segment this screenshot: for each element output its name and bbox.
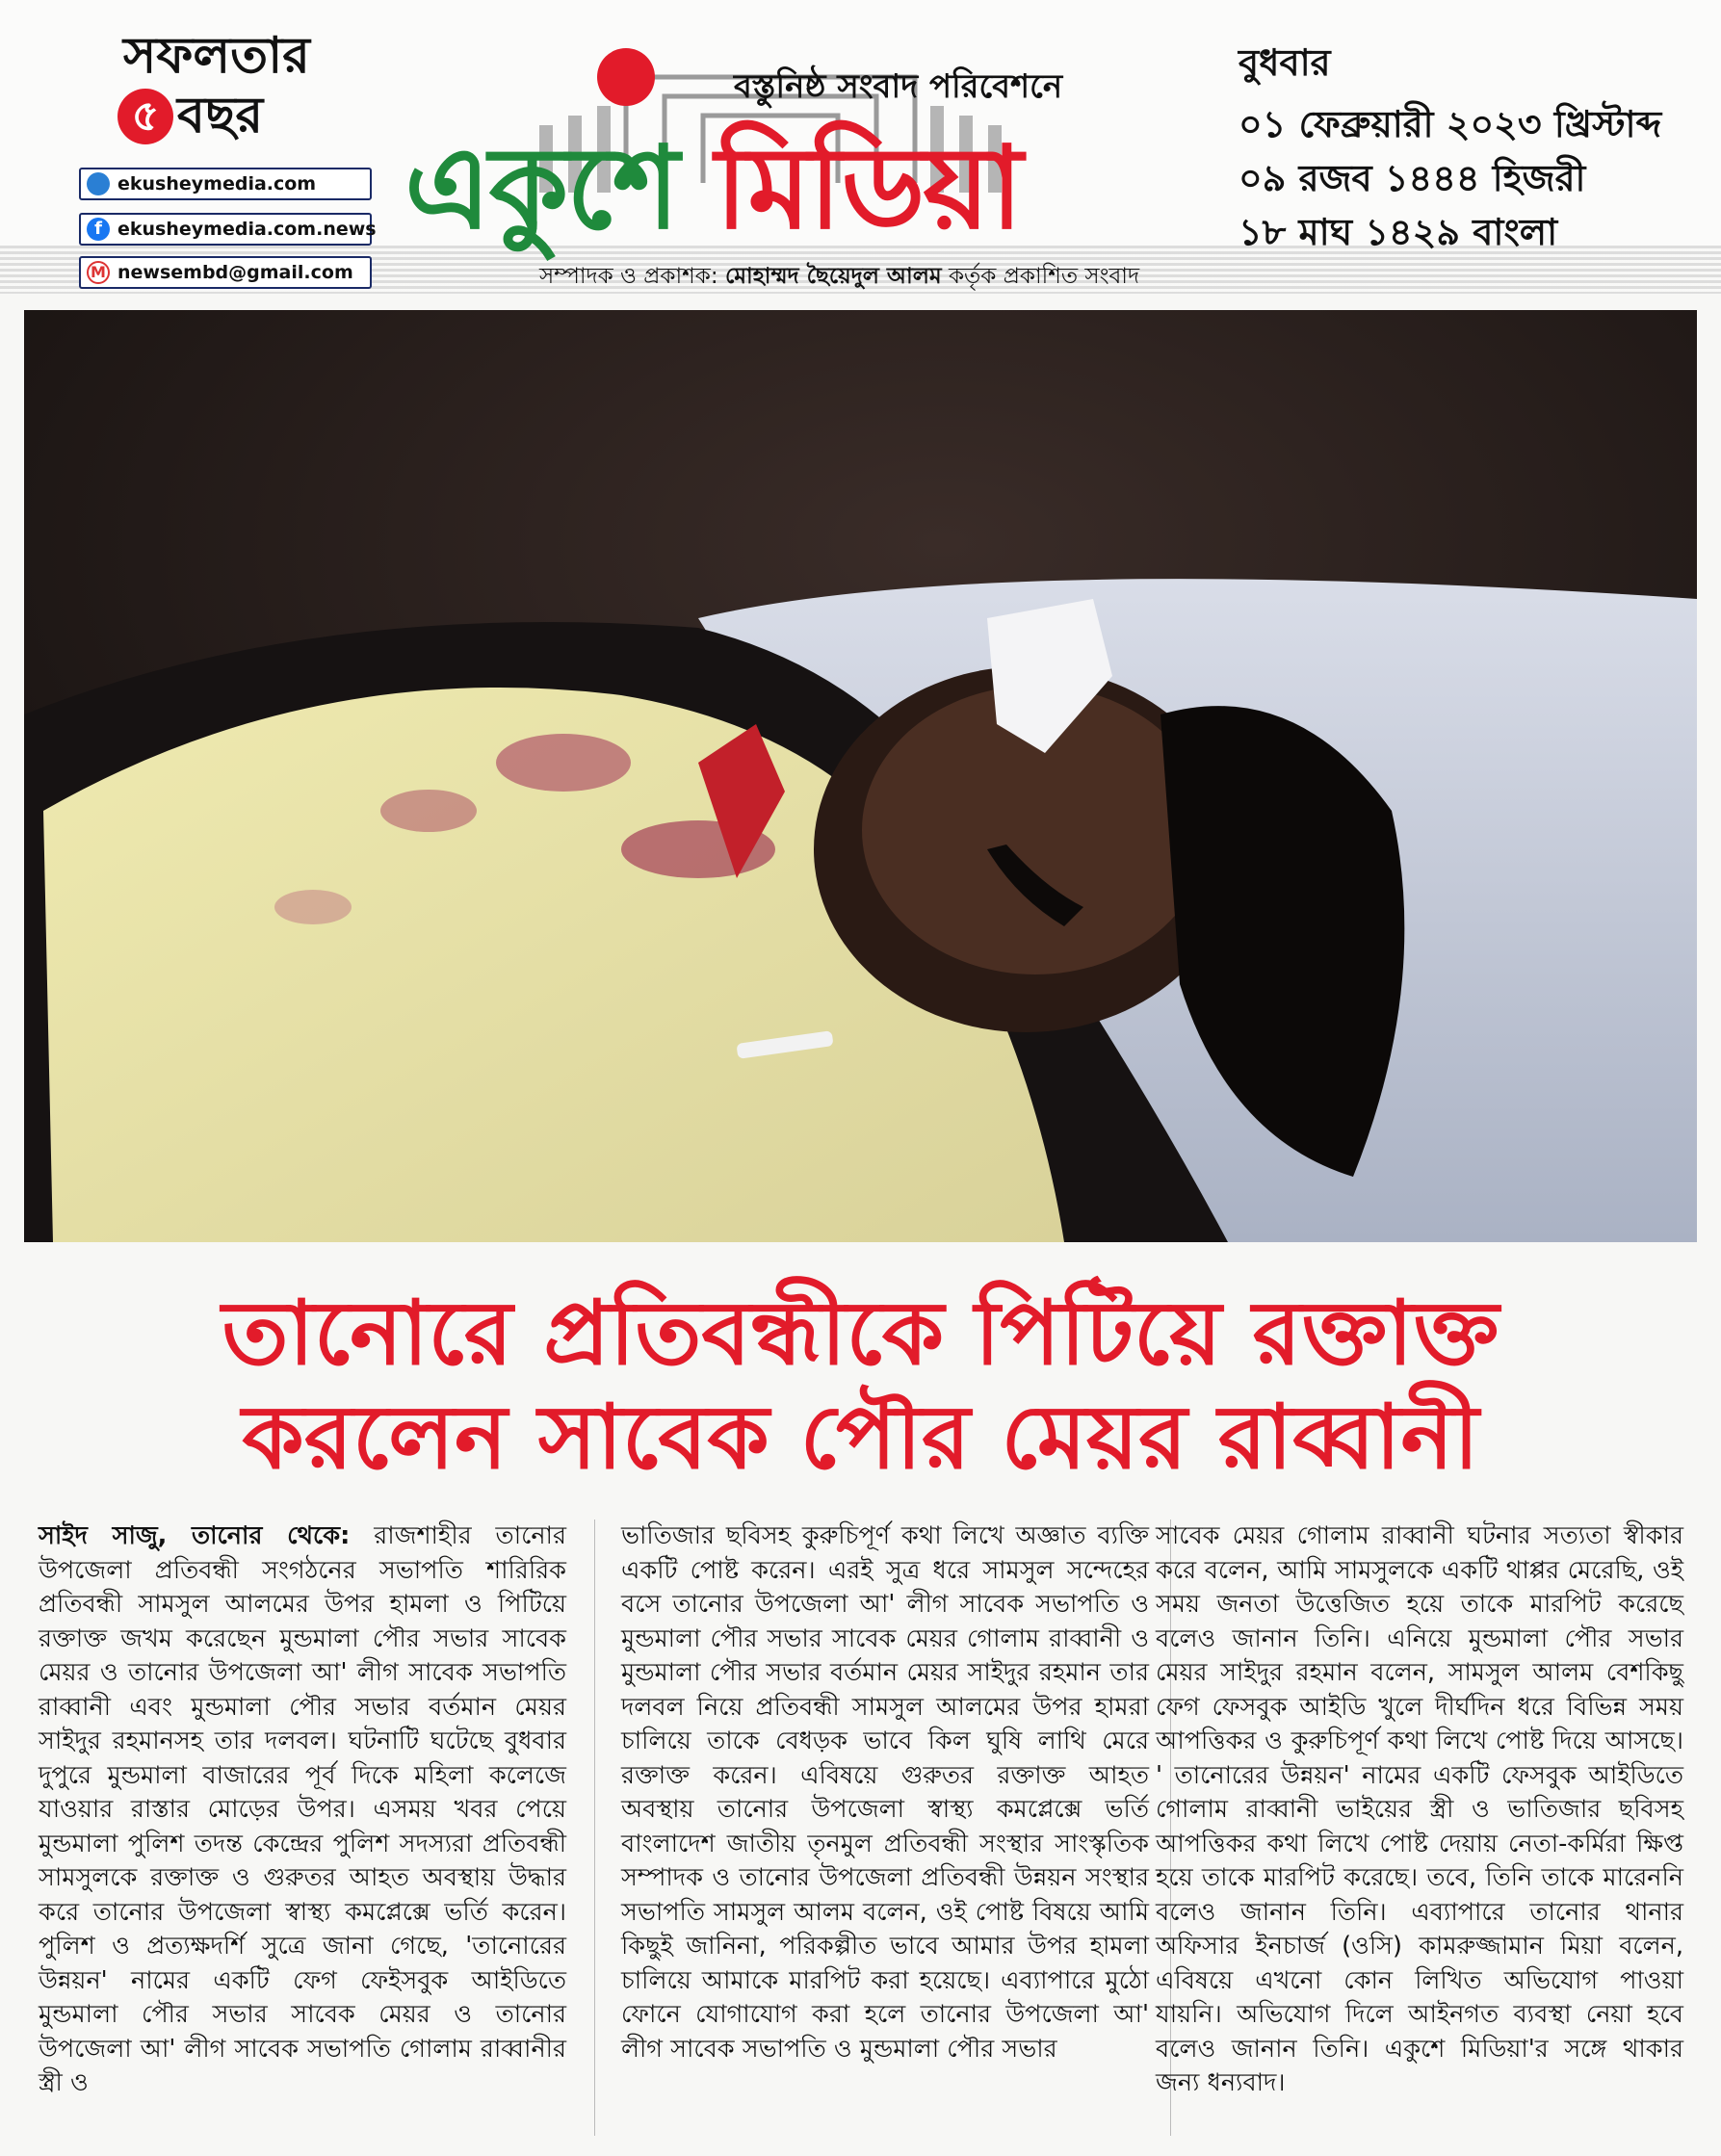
facebook-icon: f bbox=[87, 218, 110, 241]
anniversary-line2: বছর bbox=[177, 87, 264, 144]
publisher-line bbox=[539, 258, 1139, 296]
news-photo bbox=[24, 310, 1697, 1242]
email-link[interactable] bbox=[79, 256, 372, 289]
article-column-1 bbox=[39, 1520, 566, 2101]
website-label: ekusheymedia.com bbox=[117, 173, 317, 195]
publisher-suffix: কর্তৃক প্রকাশিত সংবাদ bbox=[948, 264, 1140, 289]
mail-icon: M bbox=[87, 261, 110, 284]
logo-sun-icon bbox=[597, 48, 655, 106]
publisher-name: মোহাম্মদ ছৈয়েদুল আলম bbox=[724, 264, 942, 289]
globe-icon bbox=[87, 172, 110, 195]
photo-injured-man bbox=[24, 310, 1697, 1242]
logo-part-green: একুশে bbox=[404, 121, 678, 254]
date-hijri: ০৯ রজব ১৪৪৪ হিজরী bbox=[1239, 157, 1586, 199]
anniversary-number-badge: ৫ bbox=[117, 89, 173, 144]
headline-line1: তানোরে প্রতিবন্ধীকে পিটিয়ে রক্তাক্ত bbox=[222, 1282, 1499, 1385]
masthead bbox=[0, 0, 1721, 294]
date-bangla: ১৮ মাঘ ১৪২৯ বাংলা bbox=[1239, 211, 1558, 253]
weekday: বুধবার bbox=[1239, 41, 1331, 84]
article-column-3: সাবেক মেয়র গোলাম রাব্বানী ঘটনার সত্যতা স্বীকার করে বলেন, আমি সামসুলকে একটি থাপ্পর মেরেছি, ওই সময় জনতা উত্তেজিত হয়ে তাকে মারপিট করেছে বলেও জানান তিনি। এনিয়ে মুন্ডমালা পৌর সভার মেয়র সাইদুর রহমান বলেন, সামসুল আলম বেশকিছু ফেগ ফেসবুক আইডি খুলে দীর্ঘদিন ধরে বিভিন্ন সময় আপত্তিকর ও কুরুচিপূর্ণ কথা লিখে পোষ্ট দিয়ে আসছে। ' তানোরের উন্নয়ন' নামের একটি ফেসবুক আইডিতে গোলাম রাব্বানী ভাইয়ের স্ত্রী ও ভাতিজার ছবিসহ আপত্তিকর কথা লিখে পোষ্ট দেয়ায় নেতা-কর্মিরা ক্ষিপ্ত হয়ে তাকে মারপিট করেছে। তবে, তিনি তাকে মারেননি বলেও জানান তিনি। এব্যাপারে তানোর থানার অফিসার ইনচার্জ (ওসি) কামরুজ্জামান মিয়া বলেন, এবিষয়ে এখনো কোন লিখিত অভিযোগ পাওয়া যায়নি। অভিযোগ দিলে আইনগত ব্যবস্থা নেয়া হবে বলেও জানান তিনি। একুশে মিডিয়া'র সঙ্গে থাকার জন্য ধন্যবাদ। bbox=[1156, 1521, 1683, 2097]
logo-wordmark[interactable] bbox=[404, 121, 1022, 254]
website-link[interactable] bbox=[79, 168, 372, 200]
logo-part-red: মিডিয়া bbox=[715, 121, 1022, 254]
article-column-2: ভাতিজার ছবিসহ কুরুচিপূর্ণ কথা লিখে অজ্ঞাত ব্যক্তি একটি পোষ্ট করেন। এরই সুত্র ধরে সামসুল সন্দেহের বসে তানোর উপজেলা আ' লীগ সাবেক সভাপতি ও মুন্ডমালা পৌর সভার সাবেক মেয়র গোলাম রাব্বানী ও মুন্ডমালা পৌর সভার বর্তমান মেয়র সাইদুর রহমান তার দলবল নিয়ে প্রতিবন্ধী সামসুল আলমের উপর হামরা চালিয়ে তাকে বেধড়ক ভাবে কিল ঘুষি লাথি মেরে রক্তাক্ত করেন। এবিষয়ে গুরুতর রক্তাক্ত আহত অবস্থায় তানোর উপজেলা স্বাস্থ্য কমপ্লেক্সে ভর্তি বাংলাদেশ জাতীয় তৃনমুল প্রতিবন্ধী সংস্থার সাংস্কৃতিক সম্পাদক ও তানোর উপজেলা প্রতিবন্ধী উন্নয়ন সংস্থার সভাপতি সামসুল আলম বলেন, ওই পোষ্ট বিষয়ে আমি কিছুই জানিনা, পরিকল্পীত ভাবে আমার উপর হামলা চালিয়ে আমাকে মারপিট করা হয়েছে। এব্যাপারে মুঠো ফোনে যোগাযোগ করা হলে তানোর উপজেলা আ' লীগ সাবেক সভাপতি ও মুন্ডমালা পৌর সভার bbox=[621, 1521, 1149, 2064]
facebook-link[interactable] bbox=[79, 213, 377, 246]
anniversary-line1: সফলতার bbox=[123, 27, 310, 85]
email-label: newsembd@gmail.com bbox=[117, 262, 353, 283]
tagline: বস্তুনিষ্ঠ সংবাদ পরিবেশনে bbox=[734, 67, 1063, 106]
column-divider bbox=[594, 1520, 595, 2136]
article-col1-text: রাজশাহীর তানোর উপজেলা প্রতিবন্ধী সংগঠনের সভাপতি শারিরিক প্রতিবন্ধী সামসুল আলমের উপর হামলা ও পিটিয়ে রক্তাক্ত জখম করেছেন মুন্ডমালা পৌর সভার সাবেক মেয়র ও তানোর উপজেলা আ' লীগ সাবেক সভাপতি রাব্বানী এবং মুন্ডমালা পৌর সভার বর্তমান মেয়র সাইদুর রহমানসহ তার দলবল। ঘটনাটি ঘটেছে বুধবার দুপুরে মুন্ডমালা বাজারের পূর্ব দিকে মহিলা কলেজে যাওয়ার রাস্তার মোড়ের উপর। এসময় খবর পেয়ে মুন্ডমালা পুলিশ তদন্ত কেন্দ্রের পুলিশ সদস্যরা প্রতিবন্ধী সামসুলকে রক্তাক্ত ও গুরুতর আহত অবস্থায় উদ্ধার করে তানোর উপজেলা স্বাস্থ্য কমপ্লেক্সে ভর্তি করেন। পুলিশ ও প্রত্যক্ষদর্শি সুত্রে জানা গেছে, 'তানোরের উন্নয়ন' নামের একটি ফেগ ফেইসবুক আইডিতে মুন্ডমালা পৌর সভার সাবেক মেয়র ও তানোর উপজেলা আ' লীগ সাবেক সভাপতি গোলাম রাব্বানীর স্ত্রী ও bbox=[39, 1521, 566, 2097]
article-byline: সাইদ সাজু, তানোর থেকে: bbox=[39, 1521, 351, 1550]
date-gregorian: ০১ ফেব্রুয়ারী ২০২৩ খ্রিস্টাব্দ bbox=[1239, 103, 1662, 145]
facebook-label: ekusheymedia.com.news bbox=[117, 219, 377, 240]
publisher-prefix: সম্পাদক ও প্রকাশক: bbox=[539, 264, 718, 289]
headline-line2: করলেন সাবেক পৌর মেয়র রাব্বানী bbox=[242, 1386, 1479, 1489]
